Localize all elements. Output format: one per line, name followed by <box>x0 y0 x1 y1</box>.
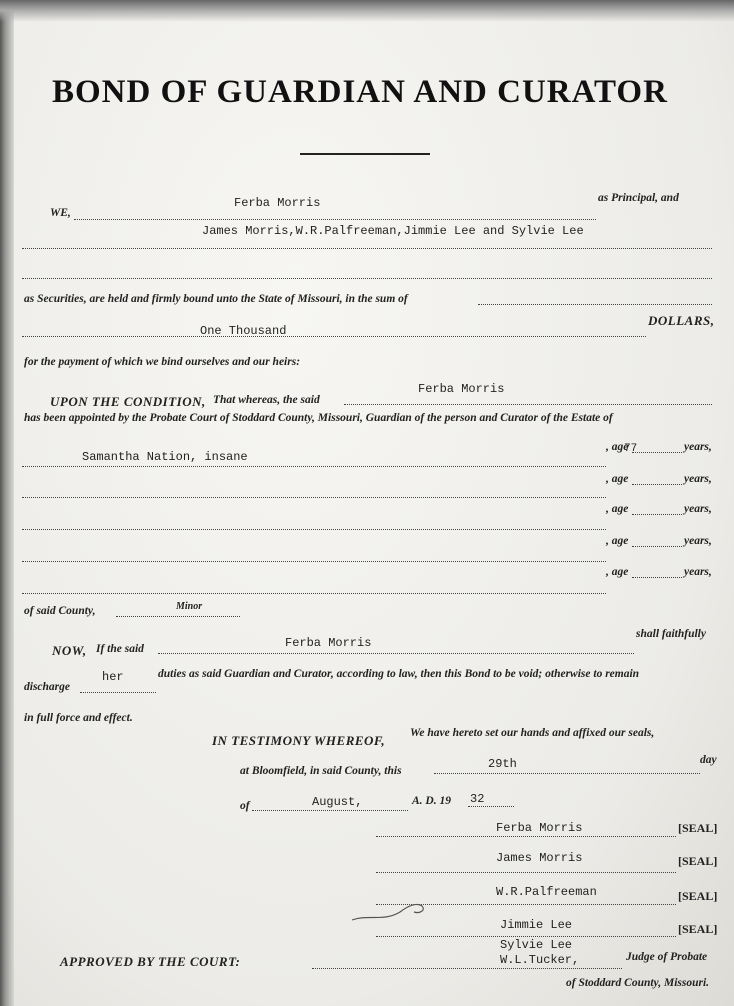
condition-prefix: UPON THE CONDITION, <box>50 394 206 409</box>
bloomfield-text: at Bloomfield, in said County, this <box>240 765 402 777</box>
signature-name-2: James Morris <box>496 851 583 865</box>
principal-line <box>74 219 596 220</box>
judge-line <box>312 968 622 969</box>
signature-name-3: W.R.Palfreeman <box>496 885 597 899</box>
county-line <box>116 616 240 617</box>
sum-amount: One Thousand <box>200 324 287 338</box>
now-prefix: NOW, <box>52 643 87 658</box>
principal-name: Ferba Morris <box>234 196 321 210</box>
securities-text: as Securities, are held and firmly bound unto the State of Missouri, in the sum of <box>24 293 408 305</box>
day-line <box>434 773 700 774</box>
principal-suffix: as Principal, and <box>598 192 679 204</box>
years-label-3: years, <box>684 503 712 515</box>
age-field-1 <box>632 452 682 453</box>
minor-text: Minor <box>176 601 203 612</box>
years-label-4: years, <box>684 535 712 547</box>
force-text: in full force and effect. <box>24 712 133 724</box>
discharge-label: discharge <box>24 681 70 693</box>
faithfully-text: shall faithfully <box>636 628 706 640</box>
county-label: of said County, <box>24 605 96 617</box>
discharge-pronoun: her <box>102 670 124 684</box>
now-line <box>158 653 634 654</box>
discharge-line <box>80 692 156 693</box>
appointed-text: has been appointed by the Probate Court of Stoddard County, Missouri, Guardian of the person and Curator of the Estate of <box>24 412 613 424</box>
age-label-3: , age <box>606 503 629 515</box>
scan-edge-top <box>0 0 734 22</box>
of-label: of <box>240 800 250 812</box>
years-label-5: years, <box>684 566 712 578</box>
document-title: BOND OF GUARDIAN AND CURATOR <box>52 74 668 110</box>
securities-line-2 <box>22 278 712 279</box>
approved-label: APPROVED BY THE COURT: <box>60 954 241 969</box>
judge-county: of Stoddard County, Missouri. <box>566 977 710 989</box>
age-field-4 <box>632 546 682 547</box>
condition-line <box>344 404 712 405</box>
signature-name-4: Jimmie Lee <box>500 918 573 932</box>
dollars-label: DOLLARS, <box>648 313 715 328</box>
age-label-2: , age <box>606 473 629 485</box>
we-label: WE, <box>50 207 71 219</box>
testimony-prefix: IN TESTIMONY WHEREOF, <box>212 733 386 748</box>
month-value: August, <box>312 795 363 809</box>
signature-line-4 <box>376 936 676 937</box>
payment-text: for the payment of which we bind ourselves and our heirs: <box>24 356 301 368</box>
securities-names: James Morris,W.R.Palfreeman,Jimmie Lee and Sylvie Lee <box>202 224 584 238</box>
day-value: 29th <box>488 757 517 771</box>
judge-name: W.L.Tucker, <box>500 953 580 967</box>
age-field-5 <box>632 577 682 578</box>
year-line <box>468 806 514 807</box>
ward-age-value: 77 <box>624 443 638 455</box>
age-field-3 <box>632 514 682 515</box>
condition-name: Ferba Morris <box>418 382 505 396</box>
ward-name: Samantha Nation, insane <box>82 450 248 464</box>
testimony-text: We have hereto set our hands and affixed our seals, <box>410 727 655 739</box>
seal-2: [SEAL] <box>678 854 718 868</box>
pen-mark <box>350 896 430 926</box>
seal-1: [SEAL] <box>678 821 718 835</box>
ward-line-4 <box>22 561 606 562</box>
signature-name-5: Sylvie Lee <box>500 938 573 952</box>
duties-text: duties as said Guardian and Curator, according to law, then this Bond to be void; otherwise to remain <box>158 668 640 680</box>
now-name: Ferba Morris <box>285 636 372 650</box>
year-value: 32 <box>470 792 485 806</box>
years-label-1: years, <box>684 441 712 453</box>
age-label-1: , age <box>606 441 629 453</box>
securities-line-1 <box>22 248 712 249</box>
judge-title: Judge of Probate <box>626 951 708 963</box>
condition-text: That whereas, the said <box>213 394 320 406</box>
ward-line-5 <box>22 593 606 594</box>
day-label: day <box>700 754 717 766</box>
age-label-5: , age <box>606 566 629 578</box>
sum-line-1 <box>478 304 712 305</box>
signature-line-2 <box>376 872 676 873</box>
ward-line-3 <box>22 529 606 530</box>
month-line <box>252 810 408 811</box>
age-field-2 <box>632 484 682 485</box>
signature-line-1 <box>376 836 676 837</box>
years-label-2: years, <box>684 473 712 485</box>
seal-4: [SEAL] <box>678 922 718 936</box>
ad-text: A. D. 19 <box>412 795 451 807</box>
ward-line-1 <box>22 466 606 467</box>
scan-edge-left <box>0 0 14 1006</box>
now-text: If the said <box>96 643 144 655</box>
ward-line-2 <box>22 497 606 498</box>
seal-3: [SEAL] <box>678 889 718 903</box>
age-label-4: , age <box>606 535 629 547</box>
sum-line-2 <box>22 336 646 337</box>
title-divider <box>300 153 430 155</box>
signature-name-1: Ferba Morris <box>496 821 583 835</box>
